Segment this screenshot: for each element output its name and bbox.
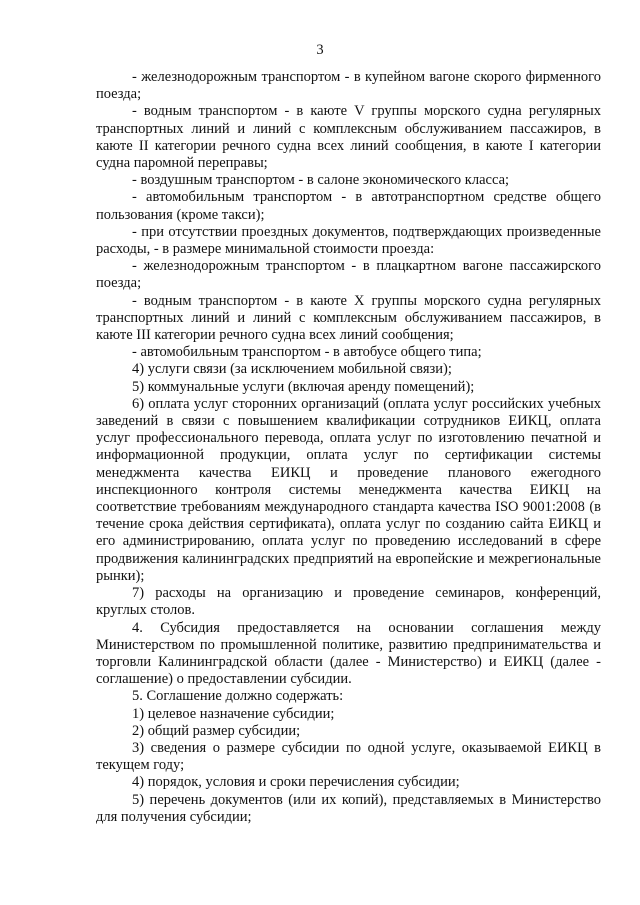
- page-number: 3: [316, 42, 324, 58]
- paragraph-road-transport-bus: - автомобильным транспортом - в автобусе общего типа;: [132, 344, 482, 361]
- paragraph-third-party-services: 6) оплата услуг сторонних организаций (оплата услуг российских учебных заведений в связи с повышением квалификации сотрудников ЕИКЦ, оплата услуг профессионального перевода, оплата услуг по изготовлению печатной и информационной продукции, оплата услуг по сертификации системы менеджмента качества ЕИКЦ и проведение планового ежегодного инспекционного контроля системы менеджмента качества ЕИКЦ на соответствие требованиям международного стандарта качества ISO 9001:2008 (в течение срока действия сертификата), оплата услуг по созданию сайта ЕИКЦ и его администрированию, оплата услуг по проведению исследований в сфере продвижения калининградских предприятий на европейские и межрегиональные рынки);: [96, 395, 601, 584]
- paragraph-subsidy-per-service: 3) сведения о размере субсидии по одной услуге, оказываемой ЕИКЦ в текущем году;: [96, 739, 601, 774]
- paragraph-transfer-procedure: 4) порядок, условия и сроки перечисления субсидии;: [132, 774, 460, 791]
- paragraph-utility-services: 5) коммунальные услуги (включая аренду помещений);: [132, 378, 475, 395]
- paragraph-road-transport-public: - автомобильным транспортом - в автотранспортном средстве общего пользования (кроме такси);: [96, 189, 601, 223]
- paragraph-seminar-expenses: 7) расходы на организацию и проведение семинаров, конференций, круглых столов.: [96, 585, 601, 619]
- paragraph-rail-transport-platzkart: - железнодорожным транспортом - в плацкартном вагоне пассажирского поезда;: [96, 258, 601, 292]
- paragraph-agreement-contents: 5. Соглашение должно содержать:: [132, 688, 344, 705]
- paragraph-rail-transport-compartment: - железнодорожным транспортом - в купейном вагоне скорого фирменного поезда;: [96, 69, 601, 103]
- paragraph-water-transport-cabin-v: - водным транспортом - в каюте V группы морского судна регулярных транспортных линий и линий с комплексным обслуживанием пассажиров, в каюте II категории речного судна всех линий сообщения, в каюте I категории судна паромной переправы;: [96, 103, 601, 172]
- paragraph-air-transport: - воздушным транспортом - в салоне экономического класса;: [132, 172, 510, 189]
- paragraph-total-subsidy: 2) общий размер субсидии;: [132, 722, 301, 739]
- paragraph-water-transport-cabin-x: - водным транспортом - в каюте X группы морского судна регулярных транспортных линий и линий с комплексным обслуживанием пассажиров, в каюте III категории речного судна всех линий сообщения;: [96, 292, 601, 344]
- paragraph-no-travel-documents: - при отсутствии проездных документов, подтверждающих произведенные расходы, - в размере минимальной стоимости проезда:: [96, 223, 601, 258]
- paragraph-subsidy-agreement: 4. Субсидия предоставляется на основании соглашения между Министерством по промышленной политике, развитию предпринимательства и торговли Калининградской области (далее - Министерство) и ЕИКЦ (далее - соглашение) о предоставлении субсидии.: [96, 619, 601, 688]
- paragraph-document-list: 5) перечень документов (или их копий), представляемых в Министерство для получения субсидии;: [96, 791, 601, 825]
- paragraph-communication-services: 4) услуги связи (за исключением мобильной связи);: [132, 361, 452, 378]
- paragraph-purpose-of-subsidy: 1) целевое назначение субсидии;: [132, 705, 335, 722]
- document-body: [96, 69, 601, 826]
